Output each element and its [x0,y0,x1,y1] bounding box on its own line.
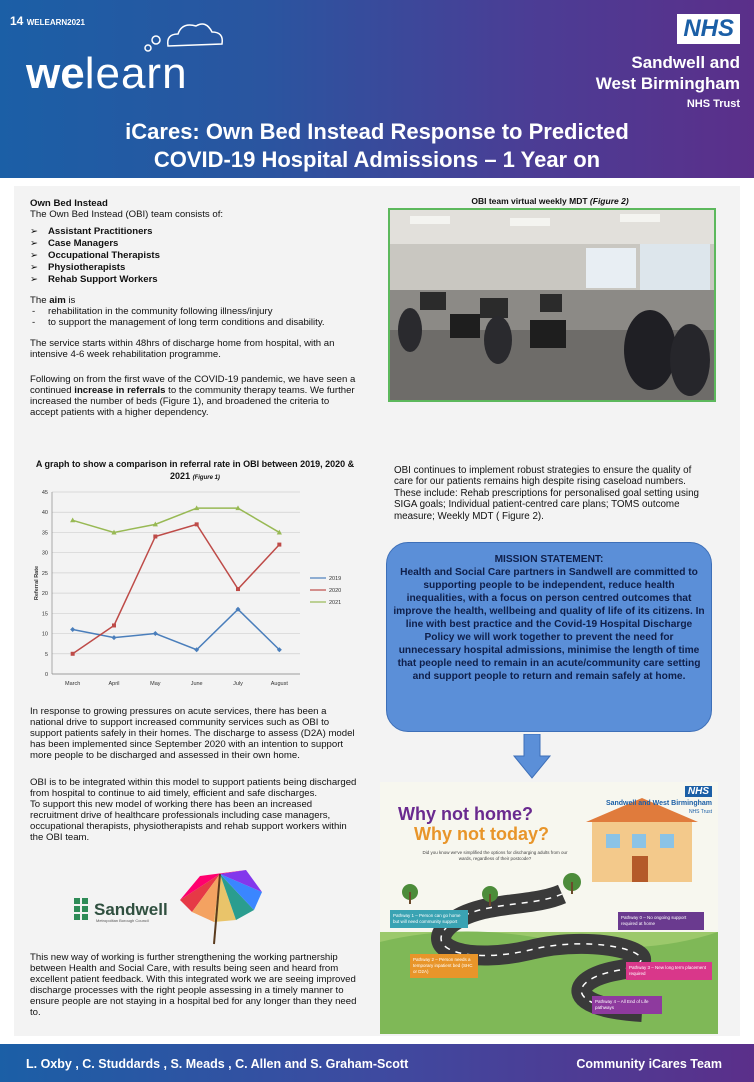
office-photo-image [390,210,714,400]
data-point [236,587,240,591]
series-line-2019 [73,609,280,649]
y-tick-label: 45 [41,490,48,496]
poster-title: iCares: Own Bed Instead Response to Predicted COVID-19 Hospital Admissions – 1 Year on [125,119,629,172]
sandwell-logo: Sandwell Metropolitan Borough Council [72,894,164,935]
pathway-2: Pathway 2 – Person needs a temporary inpatient bed (SHC or D2A) [410,954,478,978]
left-column-end [30,952,360,1027]
team-intro: The Own Bed Instead (OBI) team consists of: [30,209,224,220]
data-point [70,518,75,523]
nhs-logo: NHS [677,14,740,44]
discharge-infographic: NHS Sandwell and West Birmingham NHS Trust Why not home? Why not today? Did you know we've simplified the options for discharging adults from our wards, regardless of their postcode? Pathway 1 – Person can go home but will need community support Pathway 2 – Person needs a temporary inpatient bed (SHC or D2A) Pathway 0 – No ongoing support required at home Pathway 3 – New long term placement required Pathway 4 – All End of Life pathways [380,782,718,1034]
x-tick-label: June [190,681,203,687]
data-point [112,623,116,627]
roles-list [30,226,360,285]
series-line-2020 [73,524,280,653]
authors: L. Oxby , C. Studdards , S. Meads , C. Allen and S. Graham-Scott [26,1057,409,1071]
pathway-1: Pathway 1 – Person can go home but will need community support [390,910,468,928]
x-tick-label: March [65,681,81,687]
service-paragraph: The service starts within 48hrs of discharge home from hospital, with an intensive 4-6 week rehabilitation programme. [30,338,335,360]
partnership-paragraph: This new way of working is further strengthening the working partnership between Health and Social Care, with results being seen and heard from excellent patient feedback. With this integrated work we are seeing improved discharge processes with the right people assessing in a timely manner to ensure people are not staying in a hospital bed for any longer than they need to. [30,952,357,1018]
y-tick-label: 20 [41,591,48,598]
welearn-logo: welearn [26,49,188,98]
y-tick-label: 10 [41,631,48,638]
wave-paragraph: Following on from the first wave of the COVID-19 pandemic, we have seen a continued increase in referrals to the community therapy teams. We further increased the number of beds (Figure 1), and broadened the criteria to accept patients with a higher dependency. [30,374,356,418]
data-point [153,631,158,636]
list-item: ➢ Case Managers [30,238,360,249]
data-point [70,627,75,632]
x-tick-label: July [233,681,243,687]
chart-svg [30,486,360,700]
data-point [153,534,157,538]
why-home-heading: Why not home? [398,804,533,824]
issue-label: 14 WELEARN2021 [10,14,85,28]
list-item: ➢ Occupational Therapists [30,250,360,261]
y-tick-label: 15 [41,611,48,618]
recruit-paragraph: To support this new model of working there has been an increased recruitment drive of healthcare professionals including case managers, occupational therapists, physiotherapists and rehab support workers within the OBI team. [30,799,347,843]
y-tick-label: 0 [44,672,48,678]
legend-label: 2020 [329,588,342,594]
list-item: - rehabilitation in the community following illness/injury [30,306,360,317]
pathway-3: Pathway 3 – New long term placement required [626,962,712,980]
strategies-text: OBI continues to implement robust strategies to ensure the quality of care for our patients remains high despite rising caseload numbers. These include: Rehab prescriptions for personalised goal setting using SIGA goals; Individual patient-centred care plans; TOMS outcome measure; Weekly MDT ( Figure 2). [394,465,699,522]
poster-header [0,0,754,178]
why-today-heading: Why not today? [414,824,549,844]
photo-caption: OBI team virtual weekly MDT (Figure 2) [471,196,629,206]
poster-footer [0,1044,754,1082]
data-point [112,635,117,640]
y-axis-label: Referral Rate [34,565,40,601]
y-tick-label: 5 [44,651,48,658]
mdt-photo [388,208,716,402]
chart-title: A graph to show a comparison in referral rate in OBI between 2019, 2020 & 2021 (Figure 1) [35,459,355,481]
left-column-bottom [30,706,360,852]
left-column-top [30,198,360,427]
series-line-2021 [73,508,280,532]
list-item: - to support the management of long term conditions and disability. [30,317,360,328]
y-tick-label: 30 [41,550,48,557]
data-point [277,543,281,547]
team-name: Community iCares Team [576,1057,722,1071]
pathway-0: Pathway 0 – No ongoing support required at home [618,912,704,930]
umbrella-image [170,866,270,946]
pathway-4: Pathway 4 – All End of Life pathways [592,996,662,1014]
y-tick-label: 35 [41,530,48,537]
trust-name: Sandwell and West Birmingham NHS Trust [595,53,740,110]
nhs-logo-small: NHS [685,786,712,797]
legend-label: 2021 [329,600,342,606]
down-arrow-icon [512,734,552,780]
aim-heading: The aim is [30,295,76,306]
x-tick-label: April [108,681,120,687]
list-item: ➢ Assistant Practitioners [30,226,360,237]
referral-chart [30,458,360,700]
x-tick-label: May [150,681,161,687]
data-point [71,652,75,656]
integrate-paragraph: OBI is to be integrated within this model to support patients being discharged from hospital to continue to aid timely, efficient and safe discharges. [30,777,357,799]
mission-statement: MISSION STATEMENT: Health and Social Care partners in Sandwell are committed to supporting people to be independent, reduce health inequalities, with a focus on person centred outcomes that improve the health, wellbeing and quality of life of its citizens. In line with best practice and the Covid-19 Hospital Discharge Policy we will work together to prevent the need for unnecessary hospital admissions, minimise the length of time that people need to remain in an acute/community care setting and support people to return and remain safely at home. [386,542,712,732]
data-point [195,522,199,526]
response-paragraph: In response to growing pressures on acute services, there has been a national drive to support increased community services such as OBI to support patients safely in their homes. The discharge to assess (D2A) model has been implemented since September 2020 with an intention to support more people to be discharged and assessed in their own home. [30,706,355,761]
list-item: ➢ Physiotherapists [30,262,360,273]
y-tick-label: 40 [41,510,48,517]
legend-label: 2019 [329,576,342,582]
aims-list [30,306,360,328]
list-item: ➢ Rehab Support Workers [30,274,360,285]
y-tick-label: 25 [41,570,48,577]
section-heading: Own Bed Instead [30,198,108,209]
x-tick-label: August [270,681,288,687]
